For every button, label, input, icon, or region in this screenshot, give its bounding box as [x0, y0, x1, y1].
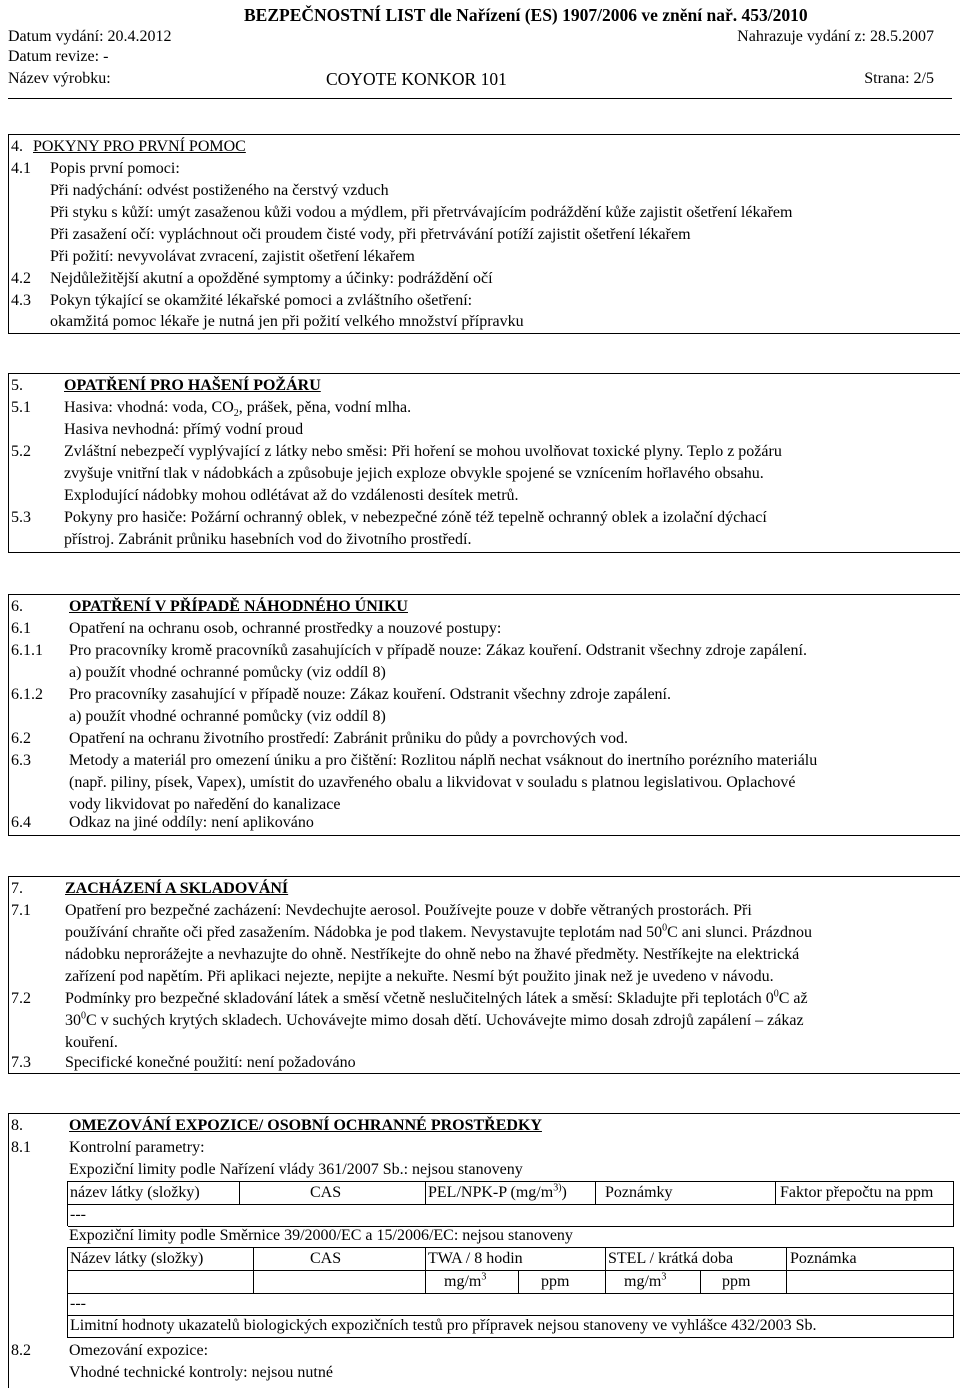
row-text: Opatření pro bezpečné zacházení: Nevdechujte aerosol. Používejte pouze v dobře větraných prostorách. Při	[65, 902, 752, 919]
row-text: Při zasažení očí: vypláchnout oči proudem čisté vody, při přetrvávání potíží zajistit ošetření lékařem	[50, 226, 691, 243]
row-number: 8.1	[11, 1139, 31, 1156]
row-text: Metody a materiál pro omezení úniku a pro čištění: Rozlitou náplň nechat vsáknout do inertního porézního materiálu	[69, 752, 818, 769]
document-title: BEZPEČNOSTNÍ LIST dle Nařízení (ES) 1907/2006 ve znění nař. 453/2010	[244, 5, 808, 25]
row-text-a: 30	[65, 1012, 81, 1029]
row-text: Při nadýchání: odvést postiženého na čerstvý vzduch	[50, 182, 389, 199]
row-text: Pro pracovníky kromě pracovníků zasahujících v případě nouze: Zákaz kouření. Odstranit všechny zdroje zapálení.	[69, 642, 807, 659]
table-1-header-cas: CAS	[310, 1184, 342, 1201]
row-text-b: C až	[778, 990, 808, 1007]
table-1-header-notes: Poznámky	[605, 1184, 673, 1201]
row-number: 6.2	[11, 730, 31, 747]
document-header	[8, 0, 952, 100]
row-number: 8.2	[11, 1342, 31, 1359]
section-8	[8, 1113, 960, 1388]
row-number: 6.1.2	[11, 686, 43, 703]
table-1-empty-row: ---	[70, 1206, 86, 1223]
row-number: 7.1	[11, 902, 31, 919]
revision-date: Datum revize: -	[8, 48, 109, 65]
replaces-date: Nahrazuje vydání z: 28.5.2007	[737, 28, 934, 45]
row-text: Při styku s kůží: umýt zasaženou kůži vodou a mýdlem, při přetrvávajícím podráždění kůže zajistit ošetření lékařem	[50, 204, 793, 221]
row-text: Hasiva nevhodná: přímý vodní proud	[64, 421, 304, 438]
product-label: Název výrobku:	[8, 70, 111, 87]
superscript: 0	[662, 922, 668, 934]
row-text: Pokyn týkající se okamžité lékařské pomoci a zvláštního ošetření:	[50, 292, 473, 309]
superscript: 3)	[553, 1182, 562, 1194]
page-number: Strana: 2/5	[864, 70, 934, 87]
section-6	[8, 594, 960, 836]
row-text	[64, 397, 411, 419]
section-5-number: 5.	[11, 377, 23, 394]
section-6-number: 6.	[11, 598, 23, 615]
row-number: 6.4	[11, 814, 31, 831]
row-text: Při požití: nevyvolávat zvracení, zajistit ošetření lékařem	[50, 248, 415, 265]
row-text: a) použít vhodné ochranné pomůcky (viz oddíl 8)	[69, 708, 386, 725]
row-number: 7.2	[11, 990, 31, 1007]
subscript: 2	[233, 408, 239, 420]
row-text: Zvláštní nebezpečí vyplývající z látky nebo směsi: Při hoření se mohou uvolňovat toxické plyny. Teplo z požáru	[64, 443, 782, 460]
unit-label: mg/m	[444, 1273, 482, 1290]
bio-limits-text: Limitní hodnoty ukazatelů biologických expozičních testů pro přípravek nejsou stanoveny ve vyhlášce 432/2003 Sb.	[70, 1317, 817, 1334]
row-text: nádobku neprorážejte a nevhazujte do ohně. Nestříkejte do ohně nebo na žhavé předměty. Nestříkejte na elektrická	[65, 946, 800, 963]
limits-eu: Expoziční limity podle Směrnice 39/2000/EC a 15/2006/EC: nejsou stanoveny	[69, 1227, 573, 1244]
row-text: Odkaz na jiné oddíly: není aplikováno	[69, 814, 314, 831]
superscript: 0	[81, 1010, 86, 1022]
row-text	[65, 922, 812, 944]
unit-label: mg/m	[624, 1273, 662, 1290]
section-5	[8, 373, 960, 553]
row-text: Kontrolní parametry:	[69, 1139, 205, 1156]
row-text: Explodující nádobky mohou odlétávat až do vzdálenosti desítek metrů.	[64, 487, 519, 504]
row-text: Nejdůležitější akutní a opožděné symptomy a účinky: podráždění očí	[50, 270, 493, 287]
row-text: a) použít vhodné ochranné pomůcky (viz oddíl 8)	[69, 664, 386, 681]
table-2-header-cas: CAS	[310, 1250, 342, 1267]
row-number: 6.3	[11, 752, 31, 769]
row-text-a: používání chraňte oči před zasažením. Nádobka je pod tlakem. Nevystavujte teplotám nad 50	[65, 924, 663, 941]
row-text: Opatření na ochranu životního prostředí: Zabránit průniku do půdy a povrchových vod.	[69, 730, 628, 747]
table-2-header-name: Název látky (složky)	[70, 1250, 204, 1267]
row-text-b: C v suchých krytých skladech. Uchovávejte mimo dosah dětí. Uchovávejte mimo dosah zdrojů zapálení – zákaz	[86, 1012, 804, 1029]
section-8-title: OMEZOVÁNÍ EXPOZICE/ OSOBNÍ OCHRANNÉ PROSTŘEDKY	[69, 1117, 542, 1134]
row-text-a: Podmínky pro bezpečné skladování látek a směsí včetně neslučitelných látek a směsí: Skladujte při teplotách 0	[65, 990, 774, 1007]
unit-twa-ppm: ppm	[541, 1273, 570, 1290]
table-2-header-twa: TWA / 8 hodin	[428, 1250, 523, 1267]
row-text-b: C ani slunci. Prázdnou	[667, 924, 812, 941]
row-text: zařízení pod napětím. Při aplikaci nejezte, nepijte a nekuřte. Nesmí být použito jinak než je uvedeno v návodu.	[65, 968, 774, 985]
superscript: 3	[481, 1271, 487, 1283]
row-number: 4.1	[11, 160, 31, 177]
section-4	[8, 134, 960, 334]
row-text: Omezování expozice:	[69, 1342, 209, 1359]
superscript: 3	[661, 1271, 667, 1283]
row-number: 4.2	[11, 270, 31, 287]
section-8-number: 8.	[11, 1117, 23, 1134]
row-number: 4.3	[11, 292, 31, 309]
header-rule	[8, 98, 952, 99]
unit-stel-ppm: ppm	[722, 1273, 751, 1290]
section-4-title: POKYNY PRO PRVNÍ POMOC	[33, 138, 246, 155]
pel-close: )	[561, 1184, 567, 1201]
table-1-header-pel	[428, 1182, 567, 1204]
table-2-empty-row: ---	[70, 1295, 86, 1312]
row-text	[65, 1010, 804, 1032]
issue-date: Datum vydání: 20.4.2012	[8, 28, 172, 45]
limits-table-1	[67, 1181, 954, 1226]
row-text: Popis první pomoci:	[50, 160, 180, 177]
row-text: Opatření na ochranu osob, ochranné prostředky a nouzové postupy:	[69, 620, 502, 637]
row-text-b: , prášek, pěna, vodní mlha.	[238, 399, 412, 416]
row-text: vody likvidovat po naředění do kanalizace	[69, 796, 341, 813]
row-number: 6.1	[11, 620, 31, 637]
table-1-header-name: název látky (složky)	[70, 1184, 200, 1201]
section-6-title: OPATŘENÍ V PŘÍPADĚ NÁHODNÉHO ÚNIKU	[69, 598, 408, 615]
pel-label: PEL/NPK-P (mg/m	[428, 1184, 554, 1201]
table-2-header-note: Poznámka	[790, 1250, 857, 1267]
row-number: 7.3	[11, 1054, 31, 1071]
limits-national: Expoziční limity podle Nařízení vlády 361/2007 Sb.: nejsou stanoveny	[69, 1161, 523, 1178]
row-text: kouření.	[65, 1034, 118, 1051]
row-number: 5.3	[11, 509, 31, 526]
unit-stel-mg	[624, 1271, 666, 1293]
section-7-number: 7.	[11, 880, 23, 897]
row-text: Vhodné technické kontroly: nejsou nutné	[69, 1364, 333, 1381]
row-text	[65, 988, 808, 1010]
section-7	[8, 876, 960, 1074]
row-text: Pro pracovníky zasahující v případě nouze: Zákaz kouření. Odstranit všechny zdroje zapálení.	[69, 686, 671, 703]
section-7-title: ZACHÁZENÍ A SKLADOVÁNÍ	[65, 880, 289, 897]
row-text: okamžitá pomoc lékaře je nutná jen při požití velkého množství přípravku	[50, 313, 524, 330]
superscript: 0	[773, 988, 779, 1000]
section-4-number: 4.	[11, 138, 23, 155]
row-text: zvyšuje vnitřní tlak v nádobkách a způsobuje jejich exploze obvykle spojené se vznícením hořlavého obsahu.	[64, 465, 764, 482]
section-5-title: OPATŘENÍ PRO HAŠENÍ POŽÁRU	[64, 377, 321, 394]
table-1-header-factor: Faktor přepočtu na ppm	[780, 1184, 934, 1201]
row-text: přístroj. Zabránit průniku hasebních vod do životního prostředí.	[64, 531, 472, 548]
row-number: 6.1.1	[11, 642, 43, 659]
row-text: Pokyny pro hasiče: Požární ochranný oblek, v nebezpečné zóně též tepelně ochranný oblek a izolační dýchací	[64, 509, 767, 526]
row-number: 5.1	[11, 399, 31, 416]
row-text-a: Hasiva: vhodná: voda, CO	[64, 399, 234, 416]
unit-twa-mg	[444, 1271, 486, 1293]
row-number: 5.2	[11, 443, 31, 460]
product-name: COYOTE KONKOR 101	[326, 69, 507, 89]
limits-table-2	[67, 1247, 954, 1338]
row-text: (např. piliny, písek, Vapex), umístit do uzavřeného obalu a likvidovat v souladu s platnou legislativou. Oplachové	[69, 774, 796, 791]
table-2-header-stel: STEL / krátká doba	[608, 1250, 734, 1267]
row-text: Specifické konečné použití: není požadováno	[65, 1054, 356, 1071]
